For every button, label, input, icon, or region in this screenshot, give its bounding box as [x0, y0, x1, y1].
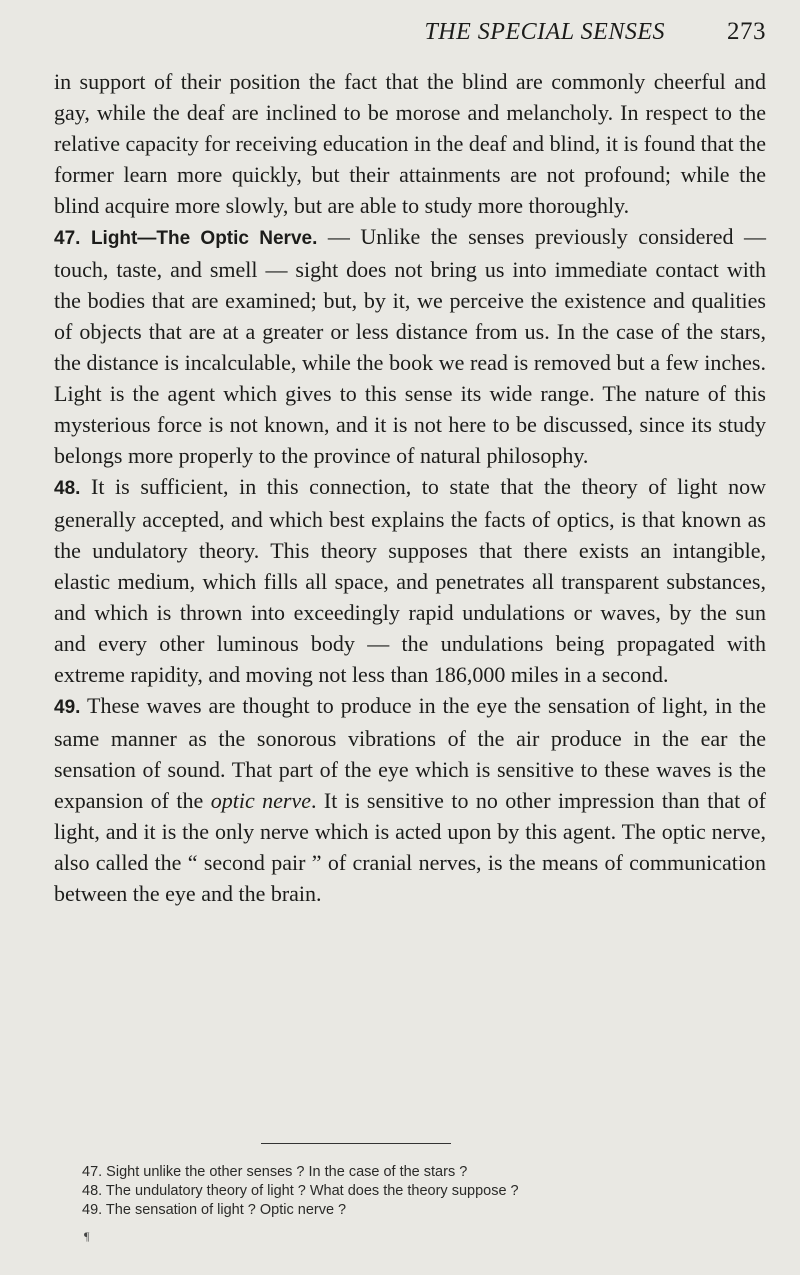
section-number: 49. — [54, 697, 81, 718]
italic-term: optic nerve — [210, 788, 311, 813]
paragraph-text: — Unlike the senses previously considered — touch, taste, and smell — sight does not bring us into immediate contact with the bodies that are examined; but, by it, we perceive the existence and qualities of objects that are at a greater or less distance from us. In the case of the stars, the distance is incalculable, while the book we read is removed but a few inches. Light is the agent which gives to this sense its wide range. The nature of this mysterious force is not known, and it is not here to be discussed, since its study belongs more properly to the province of natural philosophy. — [54, 224, 767, 468]
paragraph-47 — [54, 221, 766, 471]
footnote-divider — [261, 1143, 451, 1144]
section-heading: Light—The Optic Nerve. — [90, 228, 318, 249]
review-questions — [82, 1163, 519, 1220]
paragraph-48 — [54, 471, 766, 690]
body-text — [54, 66, 766, 909]
section-number: 48. — [54, 478, 81, 499]
page-number: 273 — [727, 18, 766, 45]
paragraph-continued: in support of their position the fact that the blind are commonly cheerful and gay, while the deaf are inclined to be morose and melancholy. In respect to the relative capacity for receiving education in the deaf and blind, it is found that the former learn more quickly, but their attainments are not profound; while the blind acquire more slowly, but are able to study more thoroughly. — [54, 69, 766, 218]
section-number: 47. — [54, 228, 81, 249]
paragraph-text: . It is sensitive to no other impression than that of light, and it is the only nerve which is acted upon by this agent. The optic nerve, also called the “ second pair ” of cranial nerves, is the means of communication between the eye and the brain. — [54, 788, 766, 906]
paragraph-49 — [54, 690, 766, 909]
paragraph-text: It is sufficient, in this connection, to state that the theory of light now generally accepted, and which best explains the facts of optics, is that known as the undulatory theory. This theory supposes that there exists an intangible, elastic medium, which fills all space, and penetrates all transparent substances, and which is thrown into exceedingly rapid undulations or waves, by the sun and every other luminous body — the undulations being propagated with extreme rapidity, and moving not less than 186,000 miles in a second. — [54, 474, 766, 687]
question-line: 49. The sensation of light ? Optic nerve ? — [82, 1202, 347, 1218]
running-title: THE SPECIAL SENSES — [424, 19, 665, 45]
question-line: 48. The undulatory theory of light ? What does the theory suppose ? — [82, 1183, 519, 1199]
question-line: 47. Sight unlike the other senses ? In the case of the stars ? — [82, 1164, 468, 1180]
signature-mark: ¶ — [84, 1229, 90, 1243]
paragraph-text: These waves are thought to produce in the eye the sensation of light, in the same manner as the sonorous vibrations of the air produce in the ear the sensation of sound. That part of the eye which is sensitive to these waves is the expansion of the — [54, 693, 766, 813]
book-page — [54, 18, 766, 909]
running-head — [54, 18, 766, 58]
